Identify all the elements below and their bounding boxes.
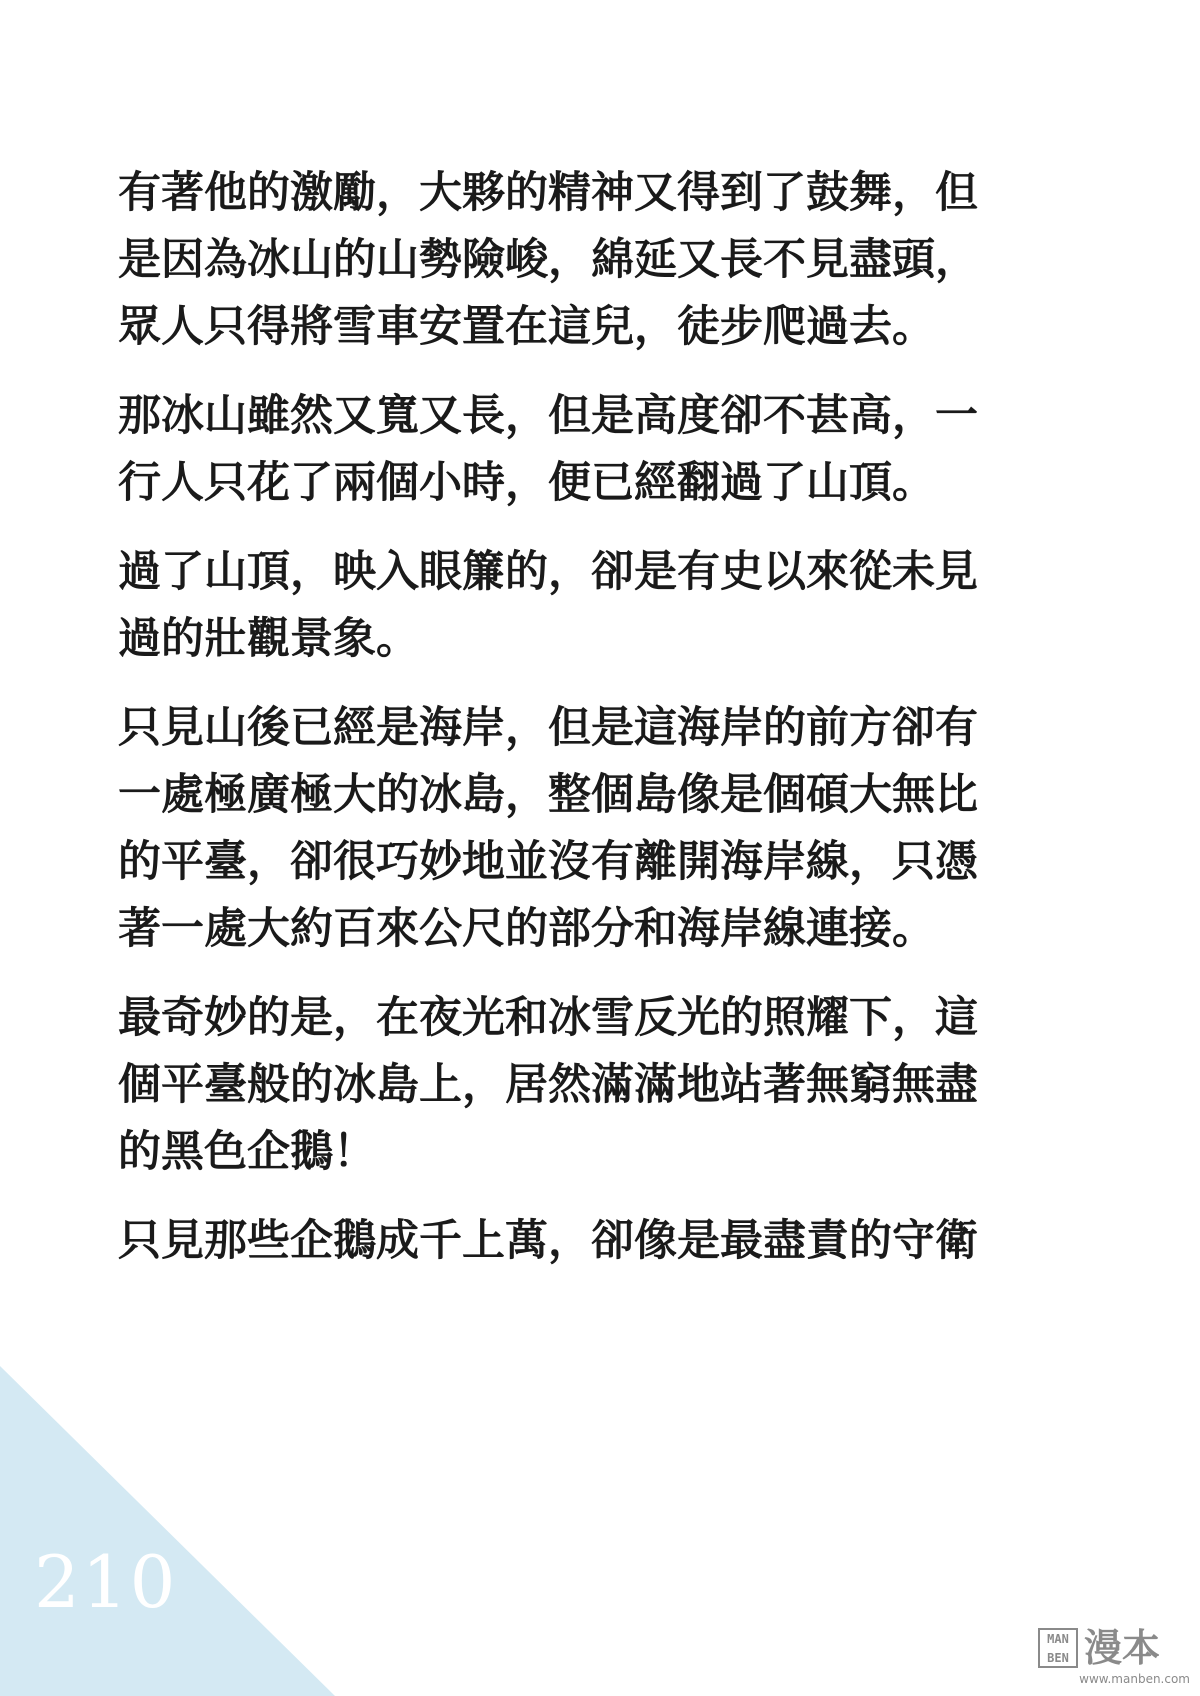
watermark-chars: 漫本: [1084, 1626, 1161, 1670]
watermark-url: www.manben.com: [1079, 1672, 1190, 1686]
paragraph-3: [118, 539, 1118, 673]
text-line: 著一處大約百來公尺的部分和海岸線連接。: [118, 904, 935, 954]
text-line: 過的壯觀景象。: [118, 614, 419, 664]
text-line: 只見山後已經是海岸，但是這海岸的前方卻有: [118, 703, 978, 753]
text-line: 眾人只得將雪車安置在這兒，徒步爬過去。: [118, 302, 935, 352]
text-line: 行人只花了兩個小時，便已經翻過了山頂。: [118, 458, 935, 508]
text-line: 只見那些企鵝成千上萬，卻像是最盡責的守衛: [118, 1216, 978, 1266]
paragraph-5: [118, 985, 1118, 1186]
text-line: 有著他的激勵，大夥的精神又得到了鼓舞，但: [118, 168, 978, 218]
body-text: [118, 160, 1118, 1297]
paragraph-2: [118, 383, 1118, 517]
text-line: 一處極廣極大的冰島，整個島像是個碩大無比: [118, 770, 978, 820]
watermark: [1038, 1626, 1190, 1688]
text-line: 過了山頂，映入眼簾的，卻是有史以來從未見: [118, 547, 978, 597]
paragraph-6: [118, 1208, 1118, 1275]
watermark-logo-bottom: BEN: [1047, 1651, 1069, 1665]
watermark-logo-top: MAN: [1047, 1632, 1069, 1646]
text-line: 的黑色企鵝！: [118, 1127, 376, 1177]
text-line: 那冰山雖然又寬又長，但是高度卻不甚高，一: [118, 391, 978, 441]
corner-decoration: [0, 1366, 335, 1696]
page-number: 210: [34, 1540, 178, 1624]
paragraph-1: [118, 160, 1118, 361]
paragraph-4: [118, 695, 1118, 963]
text-line: 的平臺，卻很巧妙地並沒有離開海岸線，只憑: [118, 837, 978, 887]
text-line: 個平臺般的冰島上，居然滿滿地站著無窮無盡: [118, 1060, 978, 1110]
watermark-logo: [1038, 1628, 1078, 1668]
text-line: 最奇妙的是，在夜光和冰雪反光的照耀下，這: [118, 993, 978, 1043]
text-line: 是因為冰山的山勢險峻，綿延又長不見盡頭，: [118, 235, 978, 285]
